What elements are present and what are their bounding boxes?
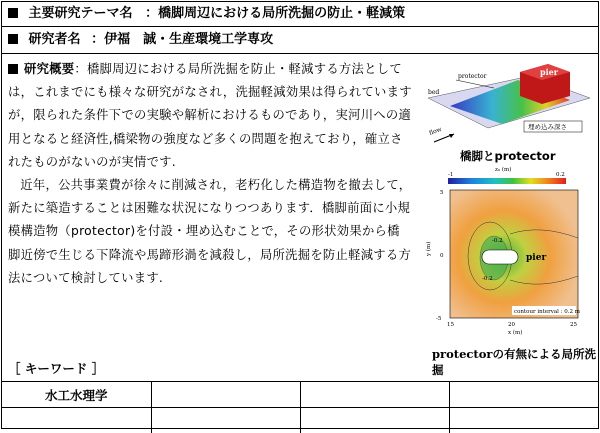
x-tick-25: 25: [570, 322, 577, 328]
scour-contour-figure: [420, 164, 595, 344]
keyword-cell: [449, 408, 598, 433]
y-tick-minus5: -5: [436, 316, 442, 322]
summary-para1-text: ：橋脚周辺における局所洗掘を防止・軽減する方法としては，これまでにも様々な研究がなされ，洗掘軽減効果は得られていますが，限られた条件下での実験や解析におけるものであり，実河川への適用となると経済性,橋梁物の強度など多くの問題を抱えており，確立されたものがないのが実情です.: [8, 62, 412, 169]
keyword-cell: [300, 408, 449, 433]
theme-row: [2, 2, 598, 27]
keyword-heading: ［ キーワード ］: [8, 359, 104, 377]
keyword-row: [2, 408, 598, 433]
contour-label-lower: -0.2: [482, 276, 493, 282]
colorbar-max: 0.2: [556, 172, 565, 178]
researcher-value: ：伊福 誠・生産環境工学専攻: [91, 32, 273, 47]
protector-label: protector: [458, 73, 487, 80]
square-bullet-icon: [8, 8, 18, 18]
bed-label: bed: [428, 89, 439, 96]
research-sheet: [1, 1, 599, 429]
pier-protector-3d-figure: [420, 58, 595, 148]
summary-paragraph-1: [8, 58, 412, 174]
keyword-cell: [151, 382, 300, 408]
summary-label: 研究概要: [24, 62, 74, 76]
contour-interval-label: contour interval : 0.2 m: [514, 309, 581, 315]
x-tick-15: 15: [447, 322, 454, 328]
square-bullet-icon: [8, 34, 18, 44]
contour-pier-label: pier: [526, 253, 546, 263]
colorbar-title: z₀ (m): [495, 166, 511, 173]
theme-value: ：橋脚周辺における局所洗掘の防止・軽減策: [145, 6, 405, 21]
y-axis-label: y (m): [425, 242, 432, 257]
summary-paragraph-2: 近年，公共事業費が徐々に削減され，老朽化した構造物を撤去して，新たに築造することは困難な状況になりつつあります．橋脚前面に小規模構造物（protector)を付設・埋め込むことで，その形状効果から橋脚近傍で生じる下降流や馬蹄形渦を減殺し，局所洗掘を防止軽減する方法について検討しています.: [8, 174, 412, 290]
colorbar: [448, 178, 566, 184]
figure2-caption: protectorの有無による局所洗掘: [432, 346, 598, 378]
keyword-table: [2, 381, 598, 433]
pier-label: pier: [540, 67, 559, 77]
figure1-caption: 橋脚とprotector: [460, 148, 556, 164]
x-tick-20: 20: [508, 322, 515, 328]
keyword-row: [2, 382, 598, 408]
burial-depth-label: 埋め込み深さ: [528, 122, 567, 131]
contour-label-upper: -0.2: [492, 238, 503, 244]
y-tick-5: 5: [440, 190, 444, 196]
theme-label: 主要研究テーマ名: [29, 6, 133, 21]
researcher-row: [2, 27, 598, 54]
keyword-cell: 水工水理学: [2, 382, 151, 408]
keyword-cell: [449, 382, 598, 408]
researcher-label: 研究者名: [29, 32, 81, 47]
pier-shape: [482, 250, 518, 264]
keyword-cell: [2, 408, 151, 433]
square-bullet-icon: [8, 64, 18, 74]
keyword-cell: [300, 382, 449, 408]
colorbar-min: -1: [448, 172, 453, 178]
summary-section: [8, 58, 412, 290]
y-tick-0: 0: [440, 253, 444, 259]
x-axis-label: x (m): [508, 329, 522, 336]
flow-label: flow: [428, 126, 443, 137]
keyword-cell: [151, 408, 300, 433]
